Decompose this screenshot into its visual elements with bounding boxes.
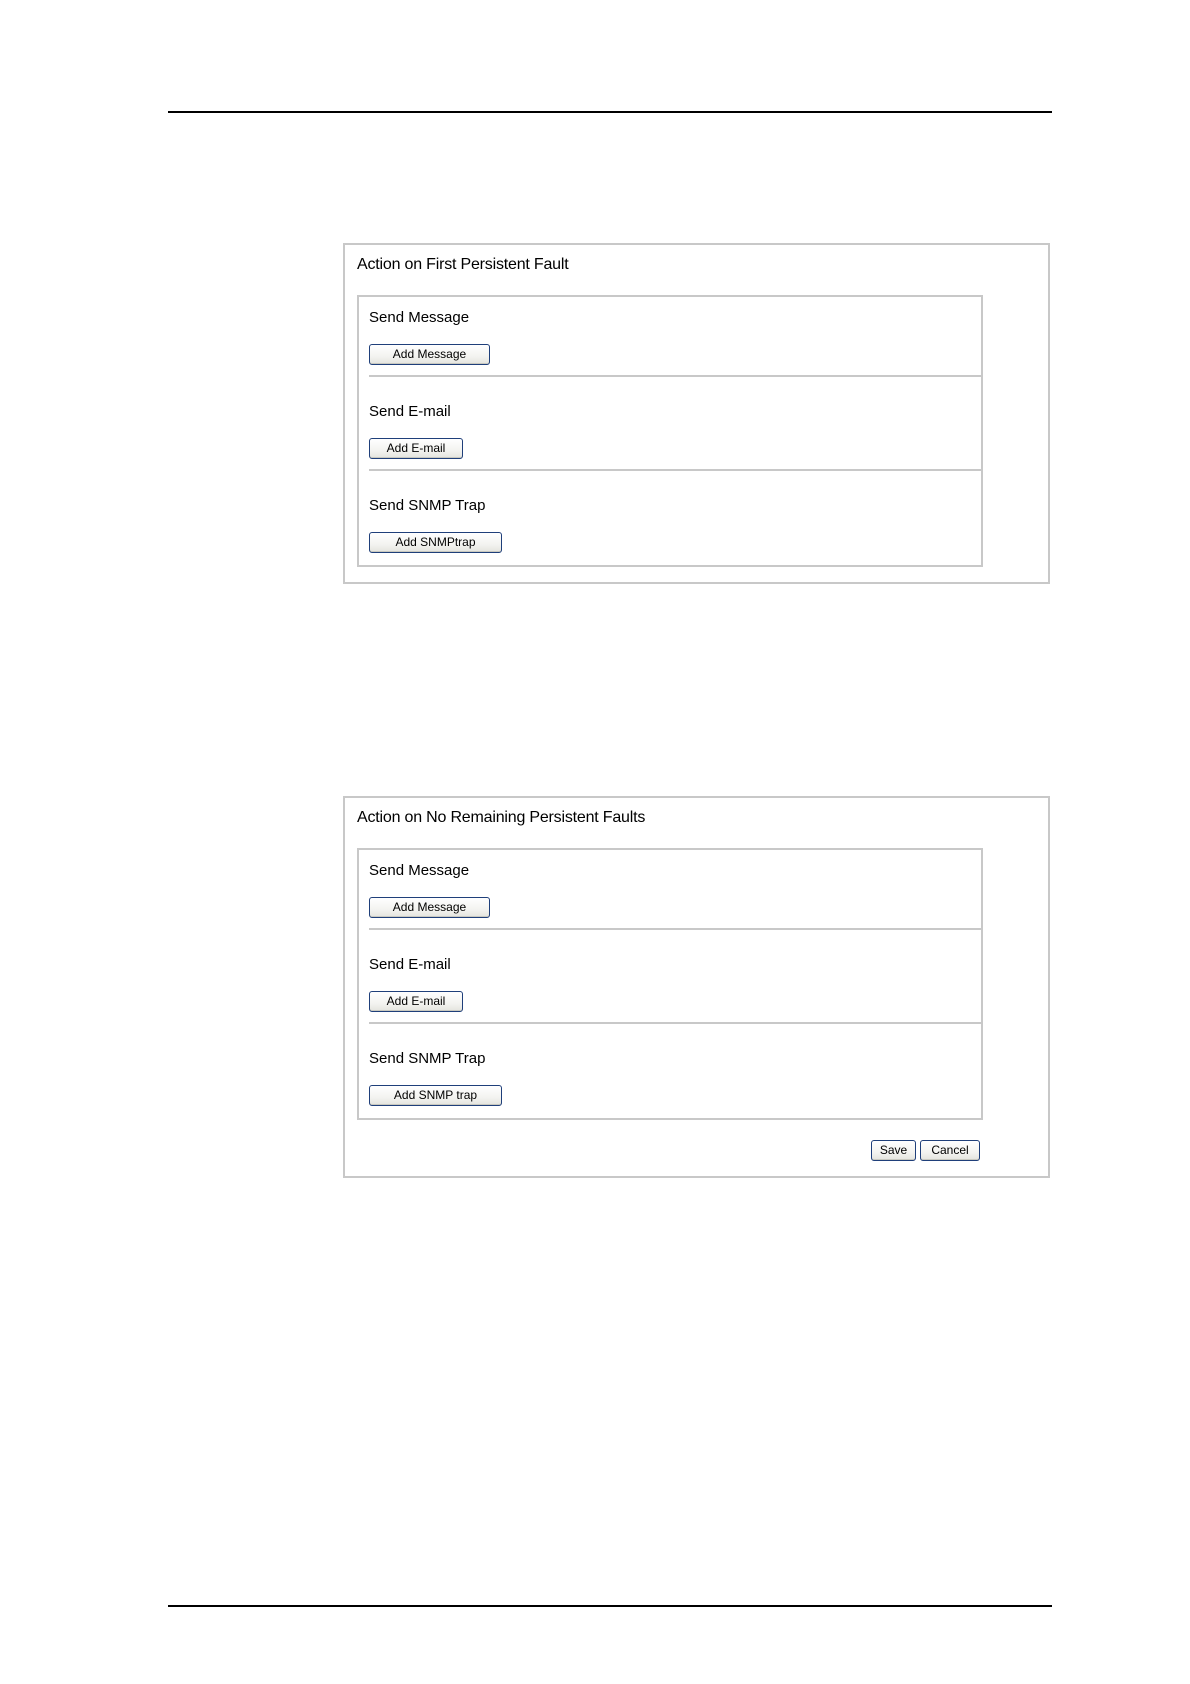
first-persistent-fault-panel xyxy=(343,243,1050,584)
header-rule xyxy=(168,111,1052,113)
add-email-button[interactable]: Add E-mail xyxy=(369,991,463,1012)
add-email-button[interactable]: Add E-mail xyxy=(369,438,463,459)
no-remaining-faults-panel xyxy=(343,796,1050,1178)
section-divider xyxy=(369,469,983,471)
add-message-button[interactable]: Add Message xyxy=(369,897,490,918)
add-snmp-trap-button[interactable]: Add SNMPtrap xyxy=(369,532,502,553)
section-heading: Send Message xyxy=(369,309,470,326)
section-heading: Send SNMP Trap xyxy=(369,1050,486,1067)
add-snmp-trap-button[interactable]: Add SNMP trap xyxy=(369,1085,502,1106)
actions-group xyxy=(357,295,983,567)
section-heading: Send SNMP Trap xyxy=(369,497,486,514)
section-divider xyxy=(369,928,983,930)
save-button[interactable]: Save xyxy=(871,1140,916,1161)
footer-rule xyxy=(168,1605,1052,1607)
cancel-button[interactable]: Cancel xyxy=(920,1140,980,1161)
form-actions xyxy=(871,1140,980,1161)
section-heading: Send Message xyxy=(369,862,470,879)
actions-group xyxy=(357,848,983,1120)
section-heading: Send E-mail xyxy=(369,956,451,973)
section-heading: Send E-mail xyxy=(369,403,451,420)
section-divider xyxy=(369,375,983,377)
panel-title: Action on No Remaining Persistent Faults xyxy=(357,809,646,826)
section-divider xyxy=(369,1022,983,1024)
add-message-button[interactable]: Add Message xyxy=(369,344,490,365)
panel-title: Action on First Persistent Fault xyxy=(357,256,569,273)
